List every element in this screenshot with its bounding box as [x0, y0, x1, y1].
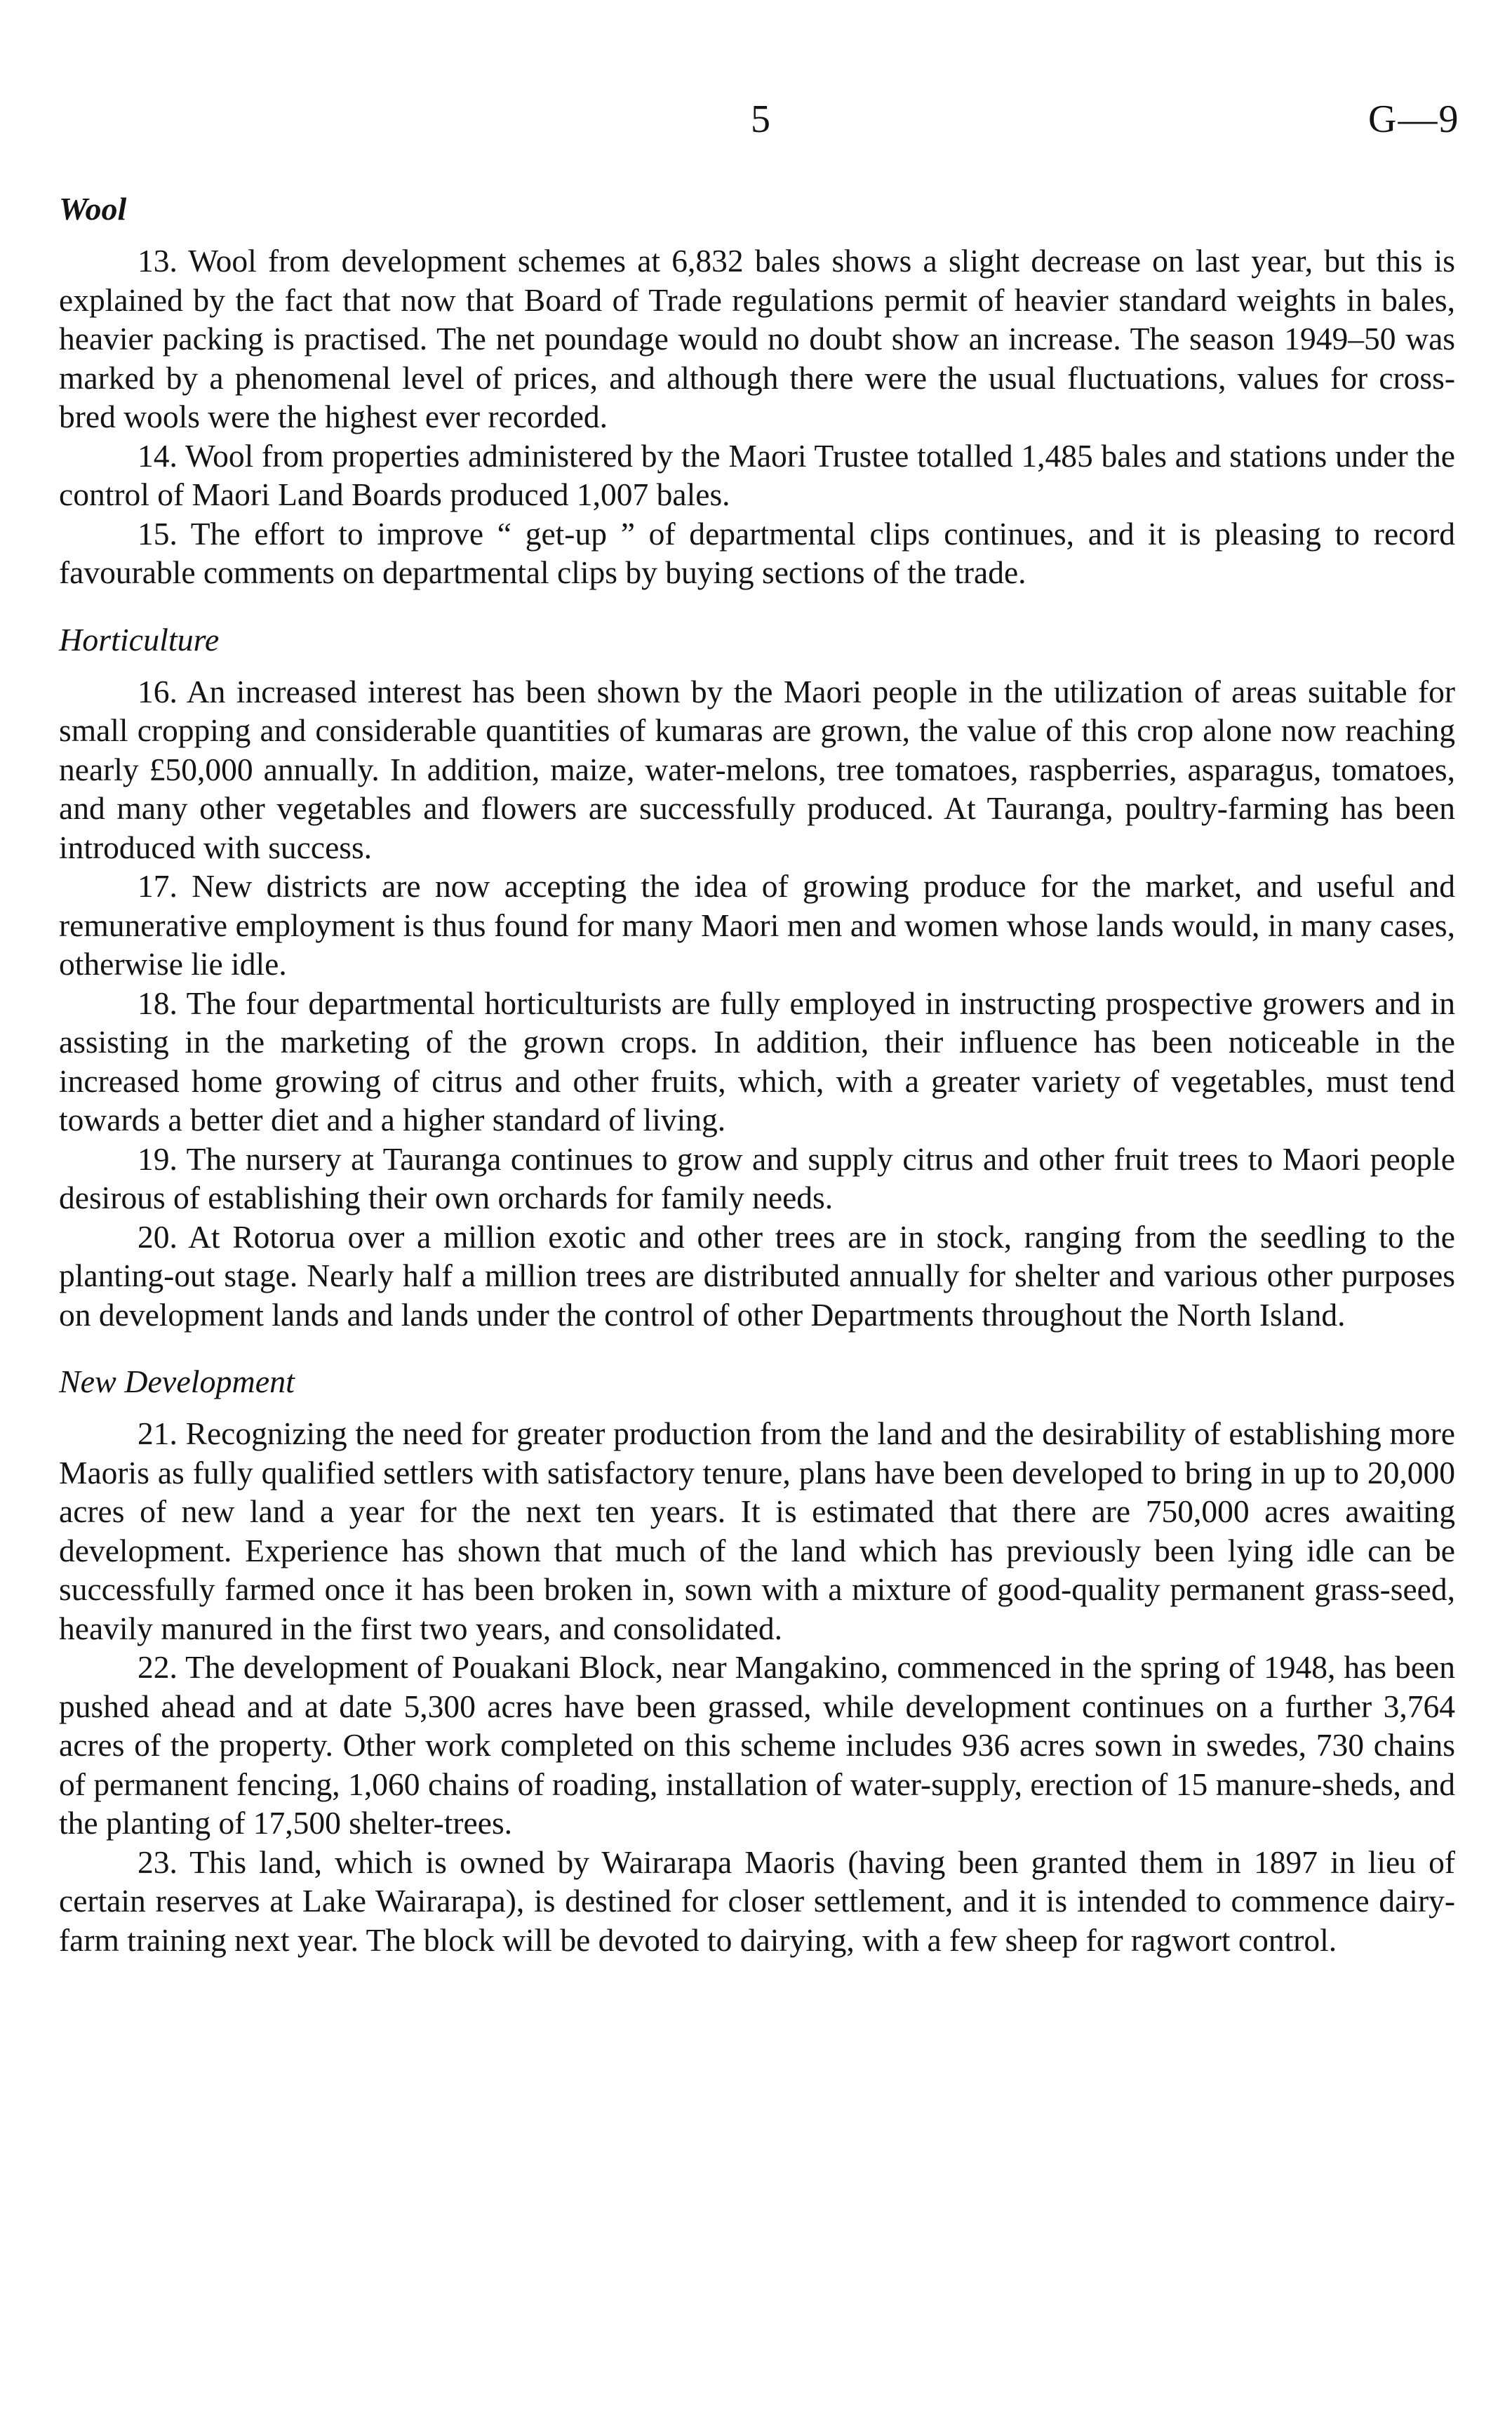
page-body — [59, 189, 1455, 1987]
page-number: 5 — [751, 98, 770, 141]
paragraph-19: 19. The nursery at Tauranga continues to grow and supply citrus and other fruit trees to Maori people desirous of establishing their own orchards for family needs. — [59, 1140, 1455, 1215]
paragraph-17: 17. New districts are now accepting the idea of growing produce for the market, and useful and remunerative employment is thus found for many Maori men and women whose lands would, in many cases, otherwise lie idle. — [59, 868, 1455, 982]
section-heading: Horticulture — [59, 621, 220, 658]
paragraph-13: 13. Wool from development schemes at 6,832 bales shows a slight decrease on last year, but this is explained by the fact that now that Board of Trade regulations permit of heavier standard weights in bales, heavier packing is practised. The net poundage would no doubt show an increase. The season 1949–50 was marked by a phenomenal level of prices, and although there were the usual fluctuations, values for cross-bred wools were the highest ever recorded. — [59, 243, 1455, 434]
document-reference: G—9 — [1368, 98, 1460, 141]
paragraph-23: 23. This land, which is owned by Wairarapa Maoris (having been granted them in 1897 in lieu of certain reserves at Lake Wairarapa), is destined for closer settlement, and it is intended to commence dairy-farm training next year. The block will be devoted to dairying, with a few sheep for ragwort control. — [59, 1844, 1455, 1958]
paragraph-21: 21. Recognizing the need for greater production from the land and the desirability of establishing more Maoris as fully qualified settlers with satisfactory tenure, plans have been developed to bring in up to 20,000 acres of new land a year for the next ten years. It is estimated that there are 750,000 acres awaiting development. Experience has shown that much of the land which has previously been lying idle can be successfully farmed once it has been broken in, sown with a mixture of good-quality permanent grass-seed, heavily manured in the first two years, and consolidated. — [59, 1415, 1455, 1646]
section-new-development — [59, 1362, 1455, 1959]
paragraph-16: 16. An increased interest has been shown by the Maori people in the utilization of areas suitable for small cropping and considerable quantities of kumaras are grown, the value of this crop alone now reaching nearly £50,000 annually. In addition, maize, water-melons, tree tomatoes, raspberries, asparagus, tomatoes, and many other vegetables and flowers are successfully produced. At Tauranga, poultry-farming has been introduced with success. — [59, 673, 1455, 865]
paragraph-18: 18. The four departmental horticulturists are fully employed in instructing prospective growers and in assisting in the marketing of the grown crops. In addition, their influence has been noticeable in the increased home growing of citrus and other fruits, which, with a greater variety of vegetables, must tend towards a better diet and a higher standard of living. — [59, 985, 1455, 1138]
section-wool — [59, 189, 1455, 592]
section-heading: Wool — [59, 191, 127, 227]
page-header — [0, 91, 1512, 147]
paragraph-22: 22. The development of Pouakani Block, near Mangakino, commenced in the spring of 1948, has been pushed ahead and at date 5,300 acres have been grassed, while development continues on a further 3,764 acres of the property. Other work completed on this scheme includes 936 acres sown in swedes, 730 chains of permanent fencing, 1,060 chains of roading, installation of water-supply, erection of 15 manure-sheds, and the planting of 17,500 shelter-trees. — [59, 1649, 1455, 1841]
section-horticulture — [59, 620, 1455, 1335]
section-heading: New Development — [59, 1364, 295, 1399]
paragraph-15: 15. The effort to improve “ get-up ” of departmental clips continues, and it is pleasing to record favourable comments on departmental clips by buying sections of the trade. — [59, 515, 1455, 590]
paragraph-20: 20. At Rotorua over a million exotic and other trees are in stock, ranging from the seedling to the planting-out stage. Nearly half a million trees are distributed annually for shelter and various other purposes on development lands and lands under the control of other Departments throughout the North Island. — [59, 1218, 1455, 1333]
paragraph-14: 14. Wool from properties administered by the Maori Trustee totalled 1,485 bales and stations under the control of Maori Land Boards produced 1,007 bales. — [59, 437, 1455, 512]
